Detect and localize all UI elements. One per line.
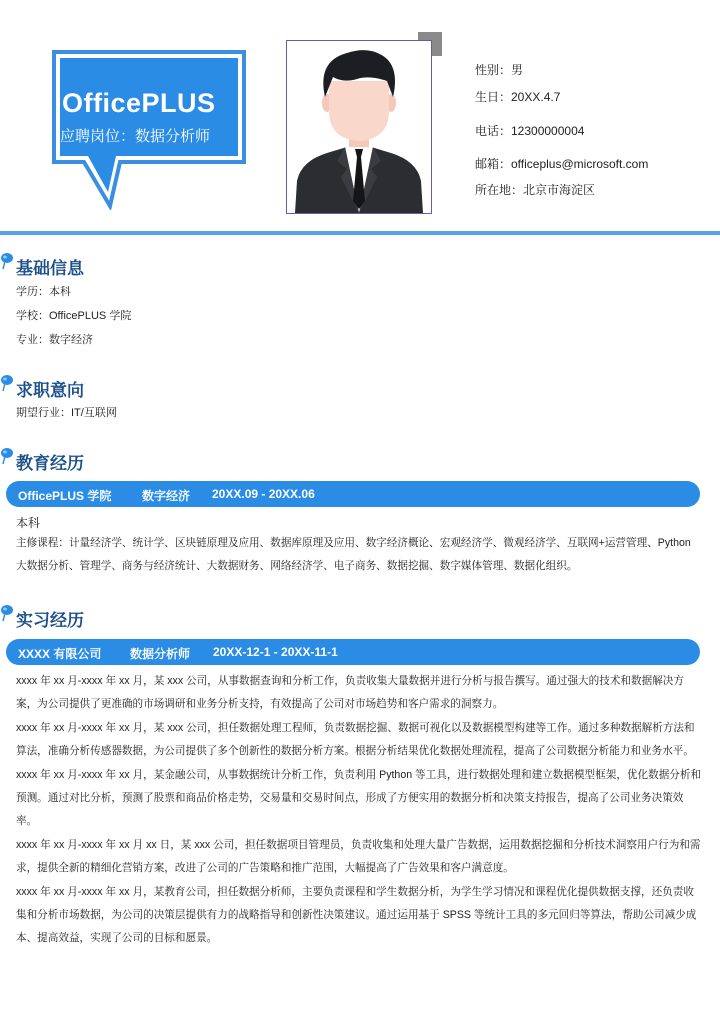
edu-major: 数字经济 xyxy=(142,489,191,503)
intern-company: XXXX 有限公司 xyxy=(18,647,102,661)
section-title-basic: 基础信息 xyxy=(16,259,84,278)
internship-item: xxxx 年 xx 月-xxxx 年 xx 月，某教育公司，担任数据分析师，主要负责课程和学生数据分析，为学生学习情况和课程优化提供数据支撑，还负责收集和分析市场数据，为公司的决策层提供有力的战略指导和创新性决策建议。通过运用基于 SPSS 等统计工具的多元回归等算法，帮助公司减少成本、提高效益，实现了公司的目标和愿景。 xyxy=(16,885,697,945)
birthday: 生日：20XX.4.7 xyxy=(475,90,561,104)
header-divider xyxy=(0,231,720,235)
edu-school: OfficePLUS 学院 xyxy=(18,489,112,503)
location: 所在地：北京市海淀区 xyxy=(475,183,596,197)
internship-item: xxxx 年 xx 月-xxxx 年 xx 月 xx 日，某 xxx 公司，担任数据项目管理员，负责收集和处理大量广告数据，运用数据挖掘和分析技术洞察用户行为和需求，提供全新的精细化营销方案，改进了公司的广告策略和推广范围，大幅提高了广告效果和客户满意度。 xyxy=(16,838,701,875)
pin-icon xyxy=(0,604,14,622)
education-level: 学历：本科 xyxy=(16,286,71,298)
intern-position: 数据分析师 xyxy=(130,647,191,661)
avatar-illustration xyxy=(287,41,431,213)
internship-list xyxy=(0,670,720,951)
expected-industry: 期望行业：IT/互联网 xyxy=(16,407,117,419)
education-bar xyxy=(6,481,700,507)
pin-icon xyxy=(0,374,14,392)
intern-period: 20XX-12-1 - 20XX-11-1 xyxy=(213,645,338,659)
internship-item: xxxx 年 xx 月-xxxx 年 xx 月，某 xxx 公司，从事数据查询和分析工作，负责收集大量数据并进行分析与报告撰写。通过强大的技术和数据解决方案，为公司提供了更准确的市场调研和业务分析支持，有效提高了公司对市场趋势和客户需求的洞察力。 xyxy=(16,675,684,711)
section-title-education: 教育经历 xyxy=(16,454,84,473)
internship-item: xxxx 年 xx 月-xxxx 年 xx 月，某金融公司，从事数据统计分析工作，负责利用 Python 等工具，进行数据处理和建立数据模型框架，优化数据分析和预测。通过对比分析，预测了股票和商品价格走势，交易量和交易时间点，形成了方便实用的数据分析和决策支持报告，提高了公司业务决策效率。 xyxy=(16,768,702,828)
email: 邮箱：officeplus@microsoft.com xyxy=(475,157,649,171)
section-title-intent: 求职意向 xyxy=(16,381,84,400)
edu-courses: 主修课程：计量经济学、统计学、区块链原理及应用、数据库原理及应用、数字经济概论、宏观经济学、微观经济学、互联网+运营管理、Python 大数据分析、管理学、商务与经济统计、大数据财务、网络经济学、电子商务、数据挖掘、数字媒体管理、数据化组织。 xyxy=(16,537,691,573)
school: 学校：OfficePLUS 学院 xyxy=(16,310,132,322)
phone: 电话：12300000004 xyxy=(475,124,585,138)
gender: 性别：男 xyxy=(475,63,524,77)
major: 专业：数字经济 xyxy=(16,334,93,346)
avatar xyxy=(286,40,432,214)
internship-bar xyxy=(6,639,700,665)
pin-icon xyxy=(0,252,14,270)
pin-icon xyxy=(0,447,14,465)
internship-item: xxxx 年 xx 月-xxxx 年 xx 月，某 xxx 公司，担任数据处理工程师，负责数据挖掘、数据可视化以及数据模型构建等工作。通过多种数据解析方法和算法，准确分析传感器数据，为公司提供了多个创新性的数据分析方案。根据分析结果优化数据处理流程，提高了公司数据分析能力和业务水平。 xyxy=(16,721,695,758)
edu-degree: 本科 xyxy=(16,516,41,530)
section-title-internship: 实习经历 xyxy=(16,611,84,630)
applied-position: 应聘岗位：数据分析师 xyxy=(60,128,211,145)
brand-title: OfficePLUS xyxy=(62,88,216,118)
edu-period: 20XX.09 - 20XX.06 xyxy=(212,487,315,501)
